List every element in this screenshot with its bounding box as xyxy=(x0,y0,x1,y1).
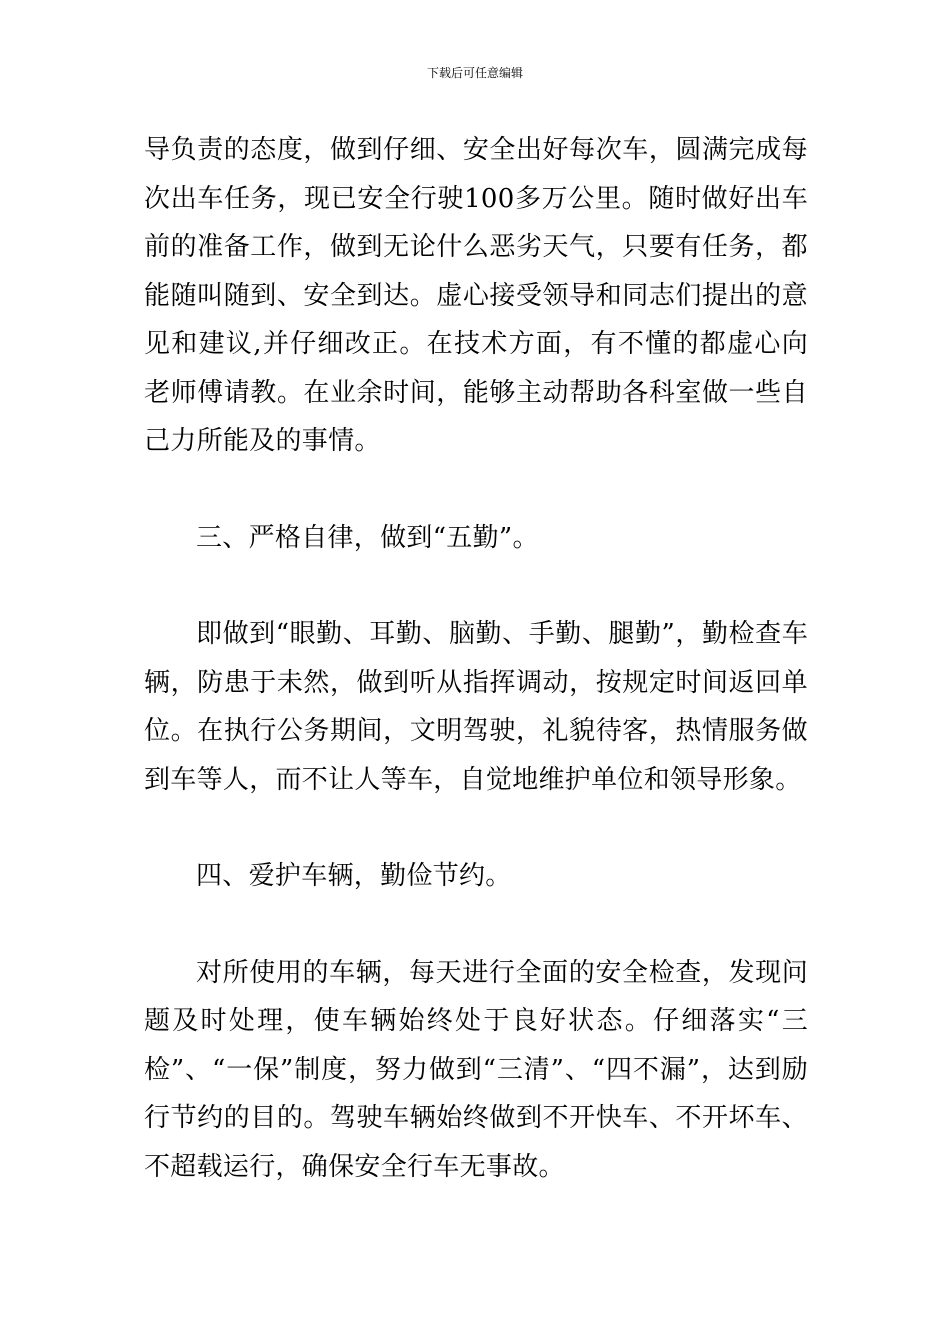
paragraph-vehicle-care: 对所使用的车辆，每天进行全面的安全检查，发现问题及时处理，使车辆始终处于良好状态。仔细落实“三检”、“一保”制度，努力做到“三清”、“四不漏”，达到励行节约的目的。驾驶车辆始终做到不开快车、不开坏车、不超载运行，确保安全行车无事故。 xyxy=(144,957,808,1182)
page-header-note: 下载后可任意编辑 xyxy=(426,66,523,80)
paragraph-continuation: 导负责的态度，做到仔细、安全出好每次车，圆满完成每次出车任务，现已安全行驶100多万公里。随时做好出车前的准备工作，做到无论什么恶劣天气，只要有任务，都能随叫随到、安全到达。虚心接受领导和同志们提出的意见和建议,并仔细改正。在技术方面，有不懂的都虚心向老师傅请教。在业余时间，能够主动帮助各科室做一些自己力所能及的事情。 xyxy=(144,135,808,456)
section-heading-4: 四、爱护车辆，勤俭节约。 xyxy=(196,861,512,891)
paragraph-five-diligence: 即做到“眼勤、耳勤、脑勤、手勤、腿勤”，勤检查车辆，防患于未然，做到听从指挥调动，按规定时间返回单位。在执行公务期间，文明驾驶，礼貌待客，热情服务做到车等人，而不让人等车，自觉地维护单位和领导形象。 xyxy=(144,619,808,795)
document-body xyxy=(144,126,808,1191)
section-heading-3: 三、严格自律，做到“五勤”。 xyxy=(196,522,539,553)
